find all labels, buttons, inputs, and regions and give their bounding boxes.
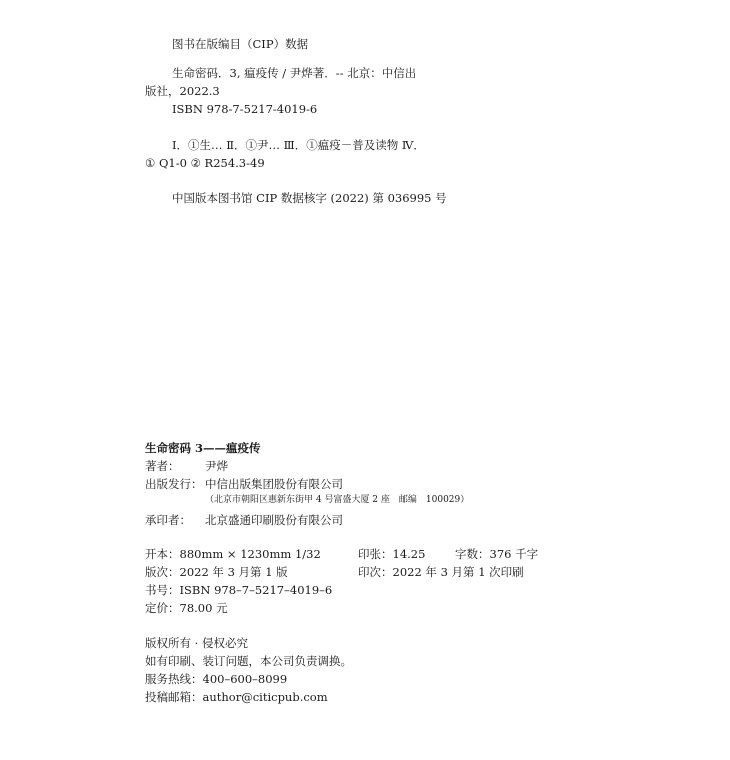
rights-replacement: 如有印刷、装订问题，本公司负责调换。 <box>145 654 352 668</box>
author-label: 著者： <box>145 459 180 473</box>
spec-format: 开本：880mm × 1230mm 1/32 <box>145 547 321 561</box>
printer-label: 承印者： <box>145 513 191 527</box>
cip-entry-line-2: 版社，2022.3 <box>145 84 220 98</box>
spec-price: 定价：78.00 元 <box>145 601 228 615</box>
cip-entry-line-1: 生命密码．3, 瘟疫传 / 尹烨著．-- 北京：中信出 <box>172 66 417 80</box>
spec-word-count: 字数：376 千字 <box>455 547 539 561</box>
cip-library-note: 中国版本图书馆 CIP 数据核字 (2022) 第 036995 号 <box>172 191 447 205</box>
rights-notice: 版权所有 · 侵权必究 <box>145 636 248 650</box>
spec-edition: 版次：2022 年 3 月第 1 版 <box>145 565 288 579</box>
spec-sheets: 印张：14.25 <box>358 547 426 561</box>
book-title: 生命密码 3——瘟疫传 <box>145 441 261 455</box>
printer-name: 北京盛通印刷股份有限公司 <box>205 513 343 527</box>
publisher-name: 中信出版集团股份有限公司 <box>205 477 343 491</box>
author-name: 尹烨 <box>205 459 228 473</box>
submission-email: 投稿邮箱：author@citicpub.com <box>145 690 328 704</box>
cip-subject-line-2: ① Q1-0 ② R254.3-49 <box>145 156 265 170</box>
cip-header: 图书在版编目（CIP）数据 <box>172 37 309 51</box>
publisher-address: （北京市朝阳区惠新东街甲 4 号富盛大厦 2 座 邮编 100029） <box>205 495 470 505</box>
spec-book-number: 书号：ISBN 978–7–5217–4019–6 <box>145 583 333 597</box>
cip-isbn: ISBN 978-7-5217-4019-6 <box>172 102 318 116</box>
service-hotline: 服务热线：400–600–8099 <box>145 672 288 686</box>
publisher-label: 出版发行： <box>145 477 203 491</box>
cip-subject-line-1: Ⅰ．①生… Ⅱ．①尹… Ⅲ．①瘟疫－普及读物 Ⅳ． <box>172 138 425 152</box>
spec-printing: 印次：2022 年 3 月第 1 次印刷 <box>358 565 524 579</box>
